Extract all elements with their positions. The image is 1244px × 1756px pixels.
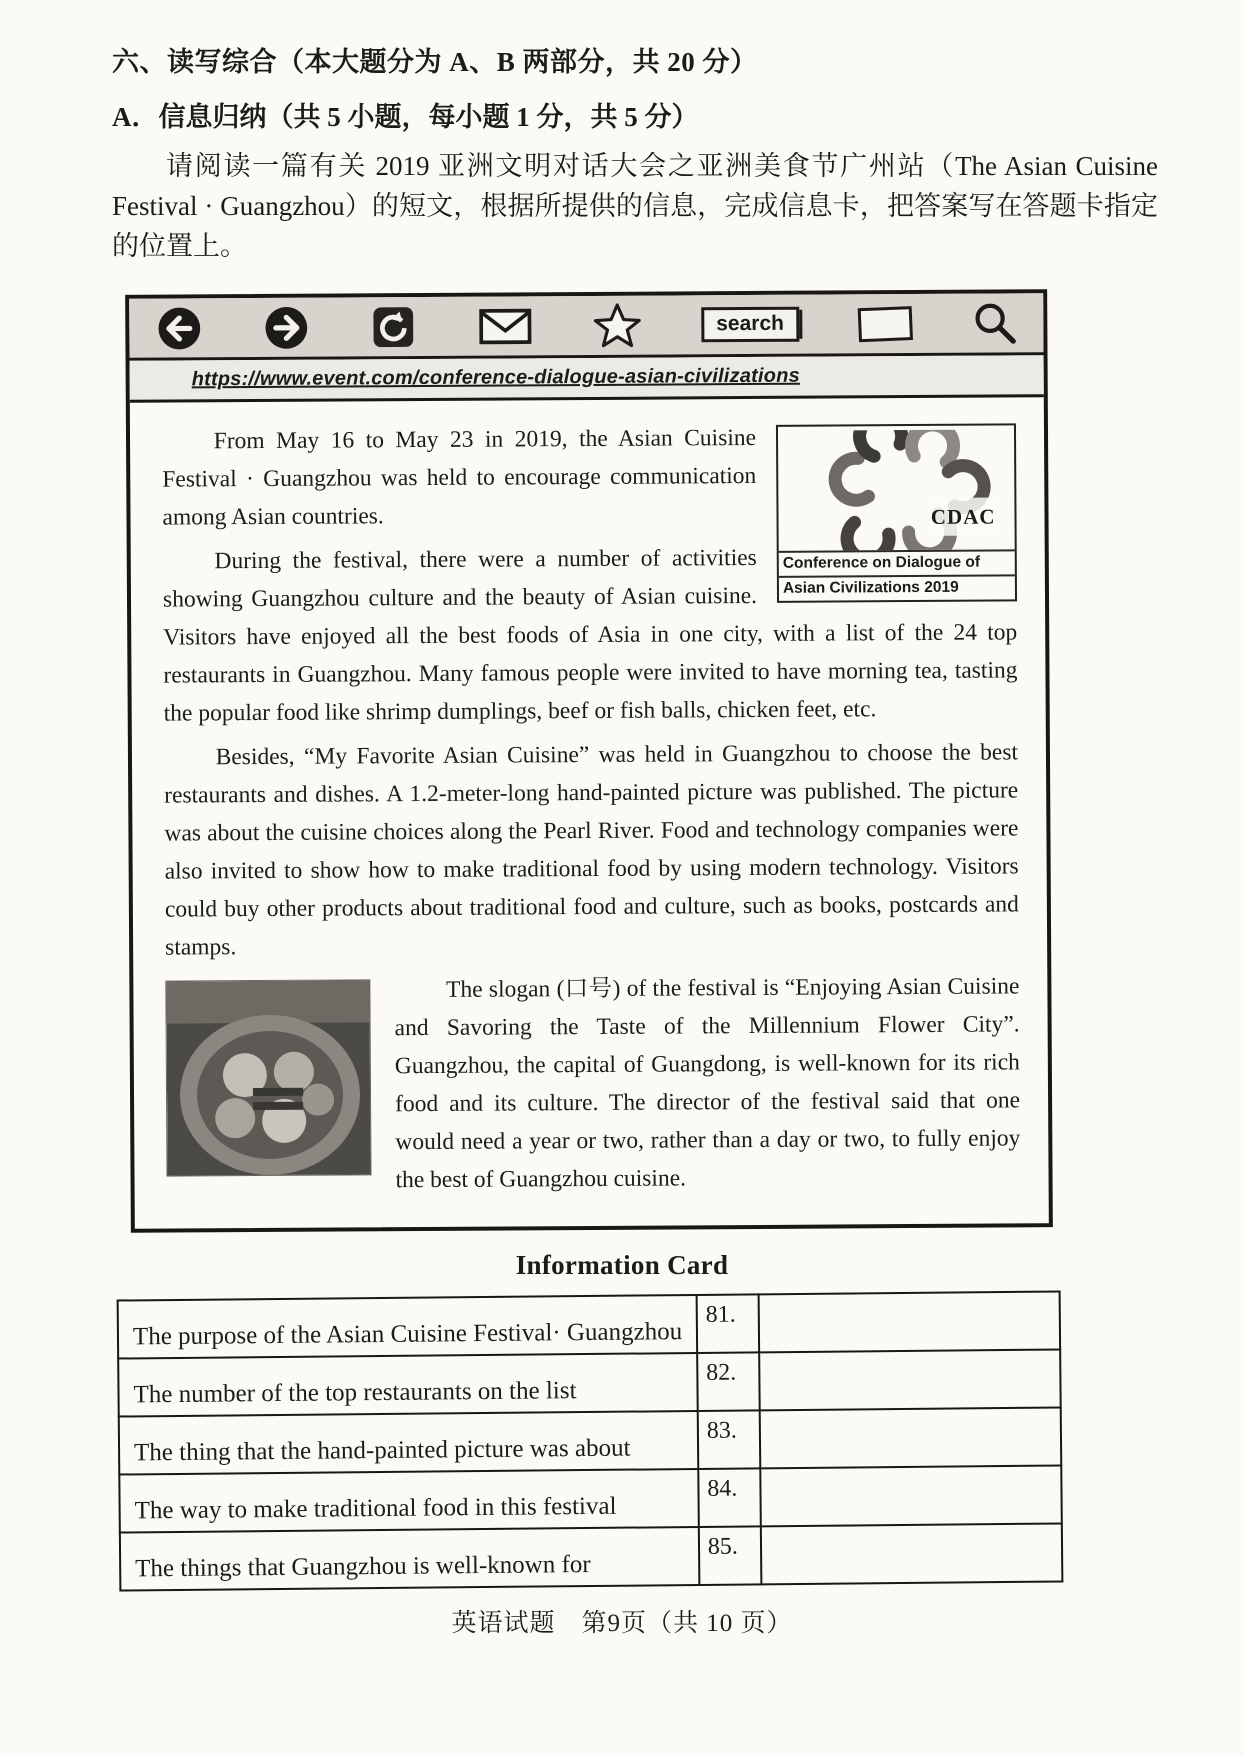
answer-cell[interactable] xyxy=(761,1523,1063,1584)
magnifier-icon[interactable] xyxy=(971,300,1017,346)
mail-icon[interactable] xyxy=(477,305,533,347)
part-title: A．信息归纳（共 5 小题，每小题 1 分，共 5 分） xyxy=(112,102,699,132)
table-row xyxy=(119,1407,1062,1474)
paragraph-1: From May 16 to May 23 in 2019, the Asian Cuisine Festival · Guangzhou was held to encourage communication among Asian countries. xyxy=(162,424,757,531)
article-body xyxy=(130,397,1049,1229)
answer-cell[interactable] xyxy=(759,1407,1061,1468)
answer-cell[interactable] xyxy=(759,1349,1061,1410)
row-label: The way to make traditional food in this festival xyxy=(119,1469,698,1533)
row-label: The purpose of the Asian Cuisine Festival· Guangzhou xyxy=(118,1295,697,1359)
table-row xyxy=(119,1465,1062,1532)
url-bar[interactable] xyxy=(130,355,1044,403)
row-number: 85. xyxy=(699,1526,761,1585)
row-number: 83. xyxy=(698,1410,760,1469)
browser-toolbar xyxy=(129,293,1043,361)
table-row xyxy=(118,1349,1061,1416)
row-number: 81. xyxy=(696,1294,758,1353)
forward-icon[interactable] xyxy=(262,303,310,351)
instructions-text: 请阅读一篇有关 2019 亚洲文明对话大会之亚洲美食节广州站（The Asian Cuisine Festival · Guangzhou）的短文，根据所提供的信息，完成信息卡，把答案写在答题卡指定的位置上。 xyxy=(112,151,1158,261)
back-icon[interactable] xyxy=(155,304,203,352)
paragraph-2: During the festival, there were a number of activities showing Guangzhou culture and the beauty of Asian cuisine. Visitors have enjoyed all the best foods of Asia in one city, with a list of the 24 top restaurants in Guangzhou. Many famous people were invited to have morning tea, tasting the popular food like shrimp dumplings, beef or fish balls, chicken feet, etc. xyxy=(162,544,1018,727)
row-label: The number of the top restaurants on the list xyxy=(118,1353,697,1417)
paragraph-4: The slogan (口号) of the festival is “Enjoying Asian Cuisine and Savoring the Taste of the Millennium Flower City”. Guangzhou, the capital of Guangdong, is well-known for its rich food and its culture. The director of the festival said that one would need a year or two, rather than a day or two, to fully enjoy the best of Guangzhou cuisine. xyxy=(394,973,1021,1194)
cdac-acronym: CDAC xyxy=(928,497,999,535)
dimsum-photo xyxy=(165,979,371,1176)
cdac-caption-line2: Asian Civilizations 2019 xyxy=(782,578,959,597)
table-row xyxy=(120,1523,1063,1590)
answer-cell[interactable] xyxy=(758,1291,1060,1352)
information-card-table xyxy=(117,1290,1064,1591)
cdac-logo xyxy=(776,423,1017,602)
url-text: https://www.event.com/conference-dialogue-asian-civilizations xyxy=(191,364,800,391)
cdac-caption-line1: Conference on Dialogue of xyxy=(779,549,1015,577)
address-input-box[interactable] xyxy=(857,306,912,342)
page-footer: 英语试题 第9页（共 10 页） xyxy=(451,1610,793,1637)
section-title: 六、读写综合（本大题分为 A、B 两部分，共 20 分） xyxy=(112,47,758,77)
answer-cell[interactable] xyxy=(760,1465,1062,1526)
row-number: 84. xyxy=(698,1468,760,1527)
row-label: The things that Guangzhou is well-known for xyxy=(120,1527,699,1591)
paragraph-3: Besides, “My Favorite Asian Cuisine” was held in Guangzhou to choose the best restaurants and dishes. A 1.2-meter-long hand-painted picture was published. The picture was about the cuisine choices along the Pearl River. Food and technology companies were also invited to show how to make traditional food by using modern technology. Visitors could buy other products about traditional food and culture, such as books, postcards and stamps. xyxy=(164,739,1019,961)
star-icon[interactable] xyxy=(592,301,642,349)
row-label: The thing that the hand-painted picture was about xyxy=(119,1411,698,1475)
table-row xyxy=(118,1291,1061,1358)
browser-window xyxy=(125,289,1053,1233)
search-button[interactable]: search xyxy=(701,307,799,343)
refresh-icon[interactable] xyxy=(370,303,418,351)
information-card-title: Information Card xyxy=(515,1250,729,1280)
row-number: 82. xyxy=(697,1352,759,1411)
